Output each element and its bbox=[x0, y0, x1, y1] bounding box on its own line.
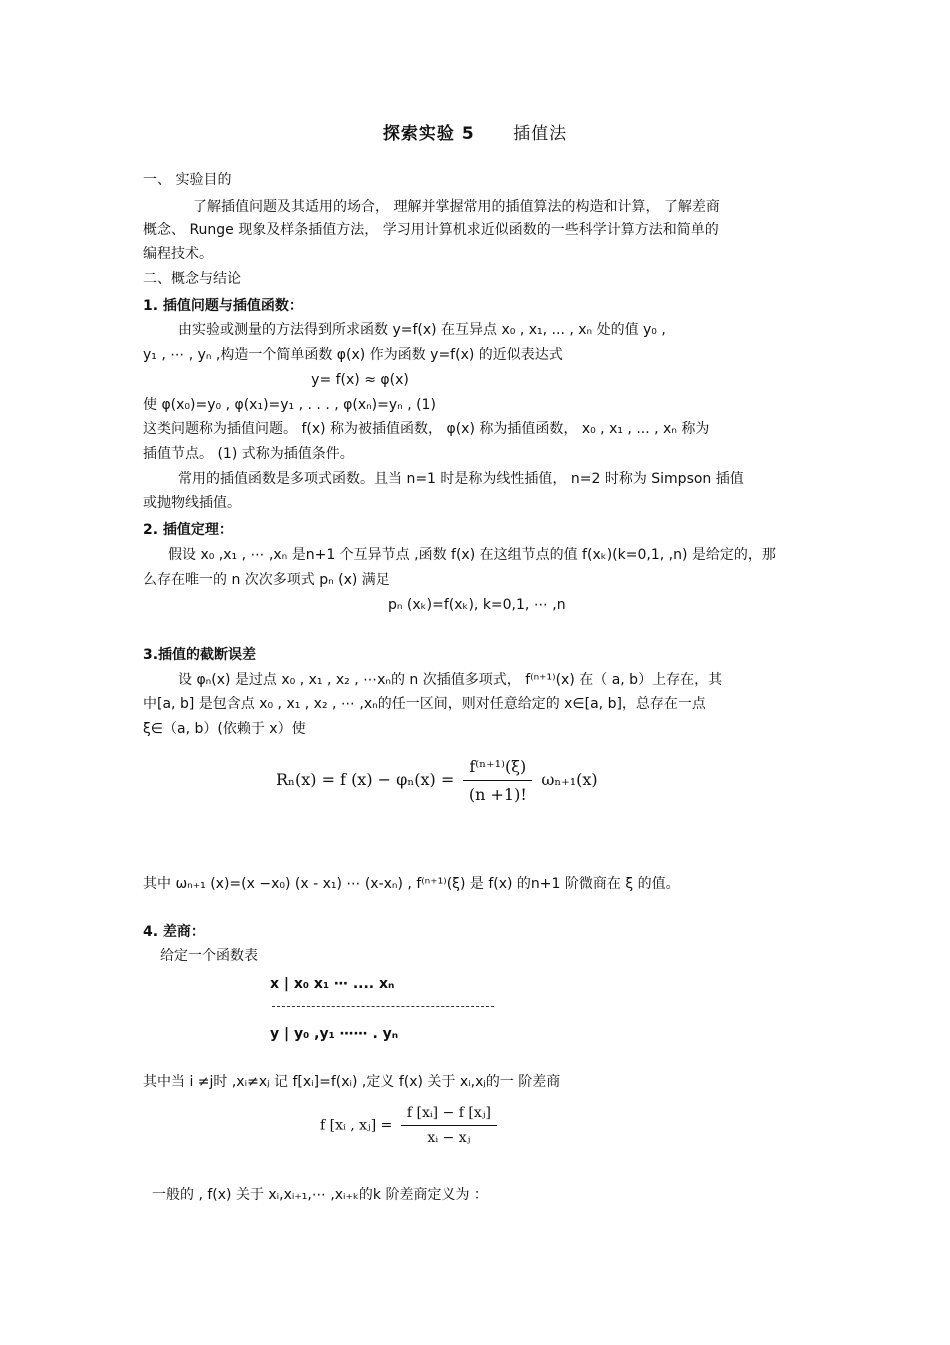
function-table-y-row: y | y₀ ,y₁ ⋯⋯ . yₙ bbox=[270, 1026, 399, 1042]
paragraph-line: ξ∈（a, b）(依赖于 x）使 bbox=[143, 721, 306, 737]
paragraph-line: 了解插值问题及其适用的场合， 理解并掌握常用的插值算法的构造和计算， 了解差商 bbox=[193, 199, 720, 215]
paragraph-line: 由实验或测量的方法得到所求函数 y=f(x) 在互异点 x₀ , x₁, ... , xₙ 处的值 y₀ , bbox=[178, 322, 666, 338]
paragraph-line: 中[a, b] 是包含点 x₀ , x₁ , x₂ , ⋯ ,xₙ的任一区间，则对任意给定的 x∈[a, b]，总存在一点 bbox=[143, 696, 706, 712]
paragraph-line: 常用的插值函数是多项式函数。且当 n=1 时是称为线性插值， n=2 时称为 Simpson 插值 bbox=[178, 471, 744, 487]
subheading-interpolation-problem: 1. 插值问题与插值函数： bbox=[143, 298, 303, 314]
subheading-truncation-error: 3.插值的截断误差 bbox=[143, 647, 257, 663]
paragraph-line: 设 φₙ(x) 是过点 x₀ , x₁ , x₂ , ⋯xₙ的 n 次插值多项式， f⁽ⁿ⁺¹⁾(x) 在（ a, b）上存在，其 bbox=[178, 672, 723, 688]
function-table-x-row: x | x₀ x₁ ⋯ .... xₙ bbox=[270, 976, 395, 992]
table-divider bbox=[272, 1006, 494, 1007]
formula-remainder: Rₙ(x) = f (x) − φₙ(x) = $\frac{\text{f⁽ⁿ⁺¹⁾(ξ)}}{(n +1)!}$ ωₙ₊₁(x) bbox=[276, 757, 598, 804]
formula-approximation: y= f(x) ≈ φ(x) bbox=[311, 372, 409, 388]
paragraph-line: 一般的 , f(x) 关于 xᵢ,xᵢ₊₁,⋯ ,xᵢ₊ₖ的k 阶差商定义为 ： bbox=[152, 1187, 488, 1203]
paragraph-line: 假设 x₀ ,x₁ , ⋯ ,xₙ 是n+1 个互异节点 ,函数 f(x) 在这组节点的值 f(xₖ)(k=0,1, ,n) 是给定的，那 bbox=[168, 547, 776, 563]
paragraph-line: y₁ , ⋯ , yₙ ,构造一个简单函数 φ(x) 作为函数 y=f(x) 的近似表达式 bbox=[143, 347, 563, 363]
paragraph-line: 么存在唯一的 n 次次多项式 pₙ (x) 满足 bbox=[143, 572, 390, 588]
paragraph-line: 给定一个函数表 bbox=[160, 948, 258, 964]
paragraph-line: 其中当 i ≠j时 ,xᵢ≠xⱼ 记 f[xᵢ]=f(xᵢ) ,定义 f(x) 关于 xᵢ,xⱼ的一 阶差商 bbox=[143, 1074, 561, 1090]
paragraph-line: 其中 ωₙ₊₁ (x)=(x −x₀) (x - x₁) ⋯ (x-xₙ) , f⁽ⁿ⁺¹⁾(ξ) 是 f(x) 的n+1 阶微商在 ξ 的值。 bbox=[143, 876, 680, 892]
paragraph-line: 使 φ(x₀)=y₀ , φ(x₁)=y₁ , . . . , φ(xₙ)=yₙ , (1) bbox=[143, 397, 436, 413]
fraction: $\frac{\text{f⁽ⁿ⁺¹⁾(ξ)}}{(n +1)!}$ bbox=[463, 757, 532, 804]
formula-first-divided-difference: f [xᵢ , xⱼ] = $\frac{\text{f [xᵢ] − f [xⱼ]}}{\text{xᵢ − xⱼ}}$ bbox=[320, 1105, 501, 1146]
subheading-interpolation-theorem: 2. 插值定理： bbox=[143, 522, 233, 538]
section-heading-purpose: 一、 实验目的 bbox=[143, 172, 232, 188]
fraction: $\frac{\text{f [xᵢ] − f [xⱼ]}}{\text{xᵢ − xⱼ}}$ bbox=[401, 1105, 497, 1146]
page-title: 探索实验 5 插值法 bbox=[382, 124, 568, 144]
formula-interpolation-condition: pₙ (xₖ)=f(xₖ), k=0,1, ⋯ ,n bbox=[388, 597, 566, 613]
paragraph-line: 概念、 Runge 现象及样条插值方法， 学习用计算机求近似函数的一些科学计算方法和简单的 bbox=[143, 222, 719, 238]
paragraph-line: 编程技术。 bbox=[143, 246, 213, 262]
paragraph-line: 或抛物线插值。 bbox=[143, 495, 241, 511]
paragraph-line: 这类问题称为插值问题。 f(x) 称为被插值函数， φ(x) 称为插值函数， x₀ , x₁ , ... , xₙ 称为 bbox=[143, 421, 710, 437]
subheading-divided-difference: 4. 差商： bbox=[143, 924, 205, 940]
paragraph-line: 插值节点。 (1) 式称为插值条件。 bbox=[143, 446, 354, 462]
section-heading-concepts: 二、概念与结论 bbox=[143, 271, 241, 287]
